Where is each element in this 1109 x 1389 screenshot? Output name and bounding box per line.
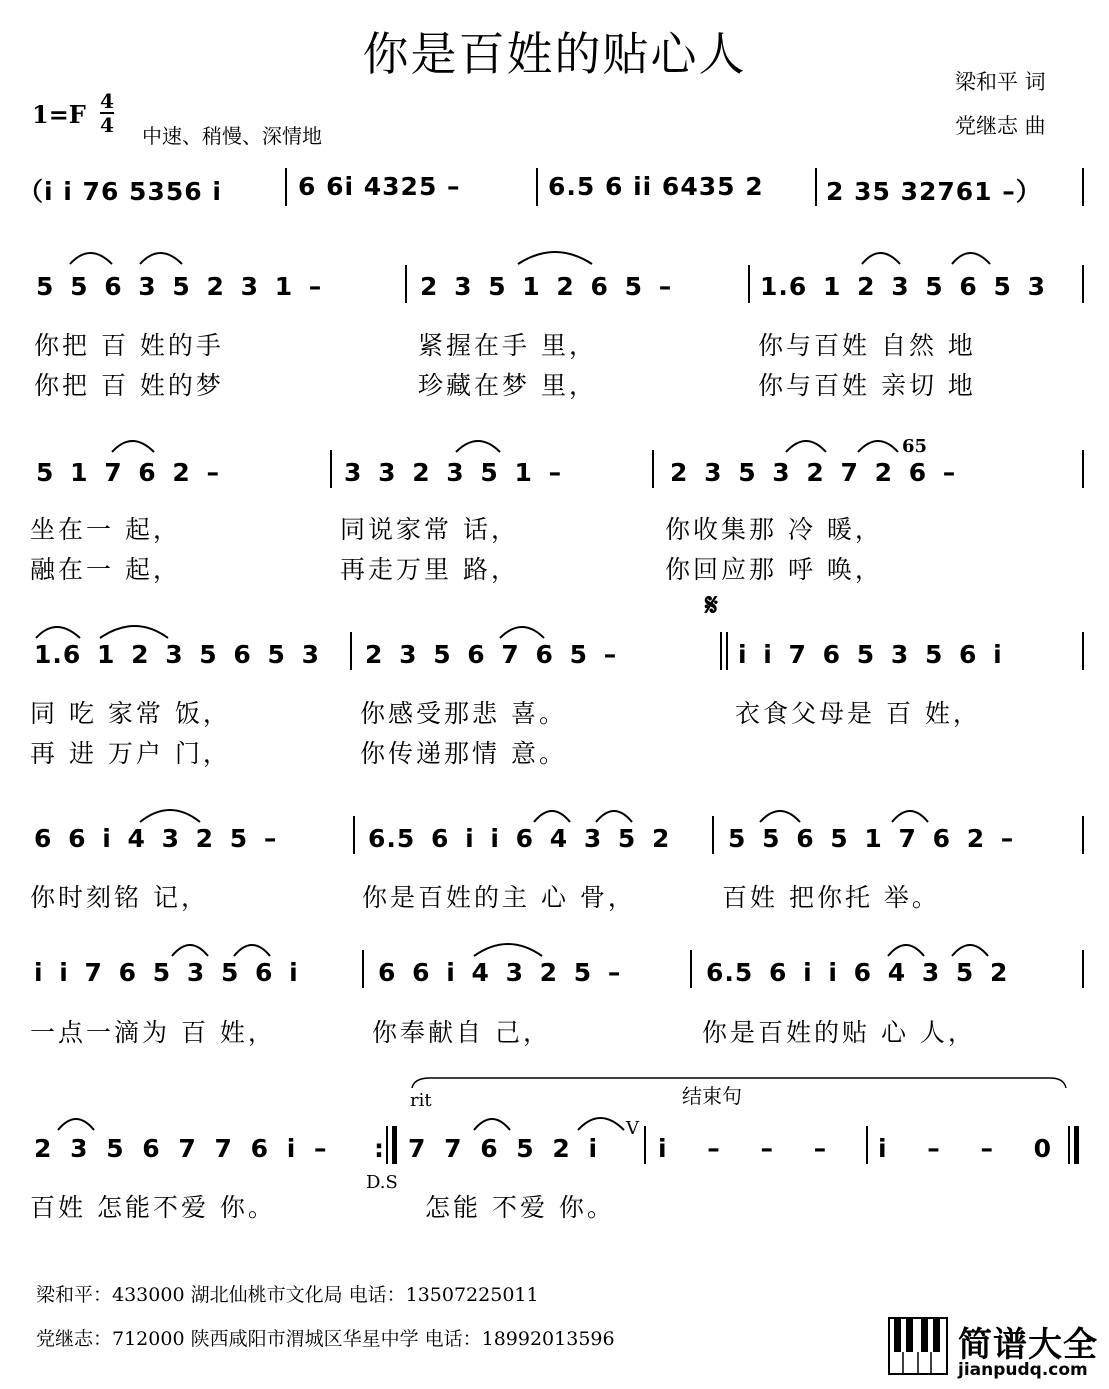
measure-r5-3: 6.5 6 i i 6 4 3 5 2 bbox=[706, 958, 1009, 987]
grace-notes: 65 bbox=[902, 436, 928, 457]
time-signature-bottom: 4 bbox=[100, 113, 114, 137]
lyric-r2-v2-3: 你回应那 呼 唤， bbox=[665, 555, 883, 584]
time-signature bbox=[100, 90, 114, 136]
barline bbox=[405, 265, 407, 303]
footer-contact-composer: 党继志：712000 陕西咸阳市渭城区华星中学 电话：18992013596 bbox=[36, 1328, 615, 1350]
measure-r1-3: 1.6 1 2 3 5 6 5 3 bbox=[760, 272, 1046, 301]
barline bbox=[1082, 168, 1084, 206]
barline bbox=[726, 632, 728, 670]
barline bbox=[536, 168, 538, 206]
repeat-dots: : bbox=[374, 1134, 385, 1163]
barline bbox=[353, 816, 355, 854]
barline bbox=[1082, 265, 1084, 303]
barline bbox=[644, 1126, 646, 1164]
measure-r6-4: i – – 0 bbox=[878, 1134, 1053, 1163]
key-signature: 1=F bbox=[32, 100, 86, 129]
barline bbox=[652, 450, 654, 488]
ending-label: 结束句 bbox=[682, 1084, 742, 1108]
measure-r4-1: 6 6 i 4 3 2 5 – bbox=[34, 824, 278, 853]
measure-r4-2: 6.5 6 i i 6 4 3 5 2 bbox=[368, 824, 671, 853]
barline bbox=[712, 816, 714, 854]
measure-r6-3: i – – – bbox=[658, 1134, 828, 1163]
lyric-r5-2: 你奉献自 己， bbox=[372, 1018, 551, 1047]
measure-r6-1: 2 3 5 6 7 7 6 i – bbox=[34, 1134, 328, 1163]
barline bbox=[1082, 450, 1084, 488]
lyric-r1-v1-3: 你与百姓 自然 地 bbox=[758, 331, 976, 360]
lyric-r1-v2-1: 你把 百 姓的梦 bbox=[34, 371, 224, 400]
lyric-r3-v1-3: 衣食父母是 百 姓， bbox=[735, 699, 981, 728]
lyric-r4-3: 百姓 把你托 举。 bbox=[722, 883, 940, 912]
barline bbox=[362, 950, 364, 988]
lyric-r3-v1-2: 你感受那悲 喜。 bbox=[360, 699, 567, 728]
barline bbox=[815, 168, 817, 206]
page-title: 你是百姓的贴心人 bbox=[362, 27, 747, 81]
lyric-r1-v2-3: 你与百姓 亲切 地 bbox=[758, 371, 976, 400]
time-signature-top: 4 bbox=[100, 89, 114, 113]
slurs-row-2 bbox=[0, 428, 1109, 458]
lyric-r2-v1-2: 同说家常 话， bbox=[340, 515, 519, 544]
barline bbox=[285, 168, 287, 206]
lyric-r1-v1-2: 紧握在手 里， bbox=[418, 331, 597, 360]
composer-credit: 党继志 曲 bbox=[955, 114, 1046, 138]
lyric-r2-v1-1: 坐在一 起， bbox=[30, 515, 181, 544]
lyric-r6-1: 百姓 怎能不爱 你。 bbox=[30, 1193, 276, 1222]
site-logo-text: 简谱大全 bbox=[958, 1325, 1098, 1365]
lyric-r4-2: 你是百姓的主 心 骨， bbox=[362, 883, 636, 912]
intro-measure-3: 6.5 6 ii 6435 2 bbox=[548, 172, 764, 201]
lyric-r1-v1-1: 你把 百 姓的手 bbox=[34, 331, 224, 360]
lyric-r2-v2-1: 融在一 起， bbox=[30, 555, 181, 584]
lyric-r2-v2-2: 再走万里 路， bbox=[340, 555, 519, 584]
intro-measure-1: （i i 76 5356 i bbox=[18, 177, 222, 206]
barline bbox=[720, 632, 722, 670]
lyric-r4-1: 你时刻铭 记， bbox=[30, 883, 209, 912]
lyric-r5-3: 你是百姓的贴 心 人， bbox=[702, 1018, 976, 1047]
tempo-marking: 中速、稍慢、深情地 bbox=[142, 124, 322, 148]
lyricist-credit: 梁和平 词 bbox=[955, 70, 1046, 94]
final-barline-thick bbox=[1074, 1126, 1079, 1164]
lyric-r3-v2-2: 你传递那情 意。 bbox=[360, 739, 567, 768]
measure-r4-3: 5 5 6 5 1 7 6 2 – bbox=[728, 824, 1015, 853]
measure-r3-1: 1.6 1 2 3 5 6 5 3 bbox=[34, 640, 320, 669]
piano-keys-icon bbox=[888, 1317, 950, 1377]
barline bbox=[330, 450, 332, 488]
measure-r3-2: 2 3 5 6 7 6 5 – bbox=[365, 640, 618, 669]
lyric-r3-v1-1: 同 吃 家常 饭， bbox=[30, 699, 231, 728]
lyric-r2-v1-3: 你收集那 冷 暖， bbox=[665, 515, 883, 544]
repeat-barline bbox=[386, 1126, 388, 1164]
measure-r3-3: i i 7 6 5 3 5 6 i bbox=[738, 640, 1003, 669]
intro-measure-2: 6 6i 4325 – bbox=[298, 172, 461, 201]
final-barline bbox=[1068, 1126, 1070, 1164]
measure-r5-2: 6 6 i 4 3 2 5 – bbox=[378, 958, 622, 987]
measure-r2-1: 5 1 7 6 2 – bbox=[36, 458, 220, 487]
measure-r5-1: i i 7 6 5 3 5 6 i bbox=[34, 958, 299, 987]
barline bbox=[866, 1126, 868, 1164]
site-logo-url[interactable]: jianpudq.com bbox=[958, 1360, 1088, 1380]
segno-sign: 𝄋 bbox=[705, 588, 718, 623]
measure-r6-2: 7 7 6 5 2 i bbox=[408, 1134, 599, 1163]
slurs-row-1 bbox=[0, 240, 1109, 270]
barline bbox=[690, 950, 692, 988]
lyric-r1-v2-2: 珍藏在梦 里， bbox=[418, 371, 597, 400]
measure-r1-2: 2 3 5 1 2 6 5 – bbox=[420, 272, 673, 301]
rit-marking: rit bbox=[410, 1090, 432, 1111]
barline bbox=[1082, 816, 1084, 854]
ds-marking: D.S bbox=[366, 1172, 398, 1193]
barline bbox=[1082, 632, 1084, 670]
lyric-r6-2: 怎能 不爱 你。 bbox=[425, 1193, 615, 1222]
breath-mark: V bbox=[626, 1118, 639, 1139]
measure-r2-3: 2 3 5 3 2 7 2 6 – bbox=[670, 458, 957, 487]
intro-measure-4: 2 35 32761 –） bbox=[826, 177, 1042, 206]
measure-r2-2: 3 3 2 3 5 1 – bbox=[344, 458, 563, 487]
footer-contact-lyricist: 梁和平：433000 湖北仙桃市文化局 电话：13507225011 bbox=[36, 1284, 539, 1306]
lyric-r3-v2-1: 再 进 万户 门， bbox=[30, 739, 231, 768]
barline bbox=[748, 265, 750, 303]
measure-r1-1: 5 5 6 3 5 2 3 1 – bbox=[36, 272, 323, 301]
repeat-barline-thick bbox=[392, 1126, 397, 1164]
slurs-row-6 bbox=[0, 1106, 1109, 1136]
barline bbox=[350, 632, 352, 670]
lyric-r5-1: 一点一滴为 百 姓， bbox=[30, 1018, 276, 1047]
barline bbox=[1082, 950, 1084, 988]
